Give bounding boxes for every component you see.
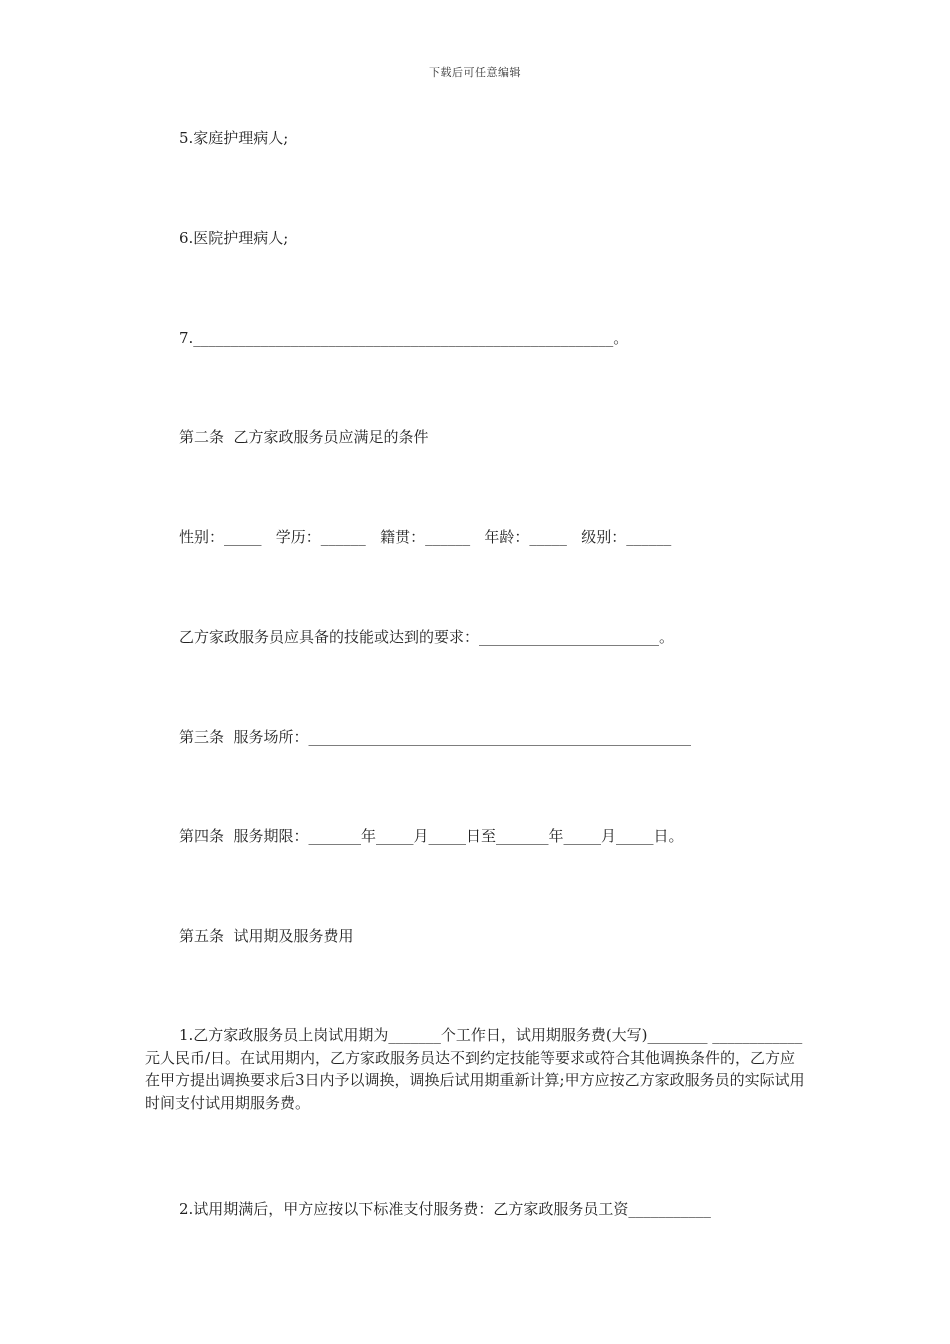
article-5-paragraph-2-text: 2.试用期满后，甲方应按以下标准支付服务费：乙方家政服务员工资___________	[179, 1200, 711, 1218]
list-item-hospital-care: 6.医院护理病人;	[179, 229, 289, 247]
article-5-paragraph-2	[145, 1198, 805, 1221]
article-4-service-period: 第四条 服务期限：_______年_____月_____日至_______年_____月_____日。	[179, 827, 684, 845]
list-item-blank: 7.________________________________________________________。	[179, 329, 629, 347]
article-5-paragraph-1	[145, 1024, 805, 1114]
list-item-home-care: 5.家庭护理病人;	[179, 129, 289, 147]
page-header: 下载后可任意编辑	[429, 66, 521, 79]
article-2-title: 第二条 乙方家政服务员应满足的条件	[179, 428, 429, 446]
article-3-service-location: 第三条 服务场所：___________________________________________________	[179, 728, 692, 746]
article-5-paragraph-1-text: 1.乙方家政服务员上岗试用期为_______个工作日，试用期服务费(大写)________ ____________元人民币/日。在试用期内，乙方家政服务员达不到约定技能等要求或符合其他调换条件的，乙方应在甲方提出调换要求后3日内予以调换，调换后试用期重新计算;甲方应按乙方家政服务员的实际试用时间支付试用期服务费。	[145, 1026, 805, 1112]
article-2-skills: 乙方家政服务员应具备的技能或达到的要求：________________________。	[179, 628, 675, 646]
article-2-fields: 性别：_____ 学历：______ 籍贯：______ 年龄：_____ 级别：______	[179, 528, 672, 546]
article-5-title: 第五条 试用期及服务费用	[179, 927, 354, 945]
